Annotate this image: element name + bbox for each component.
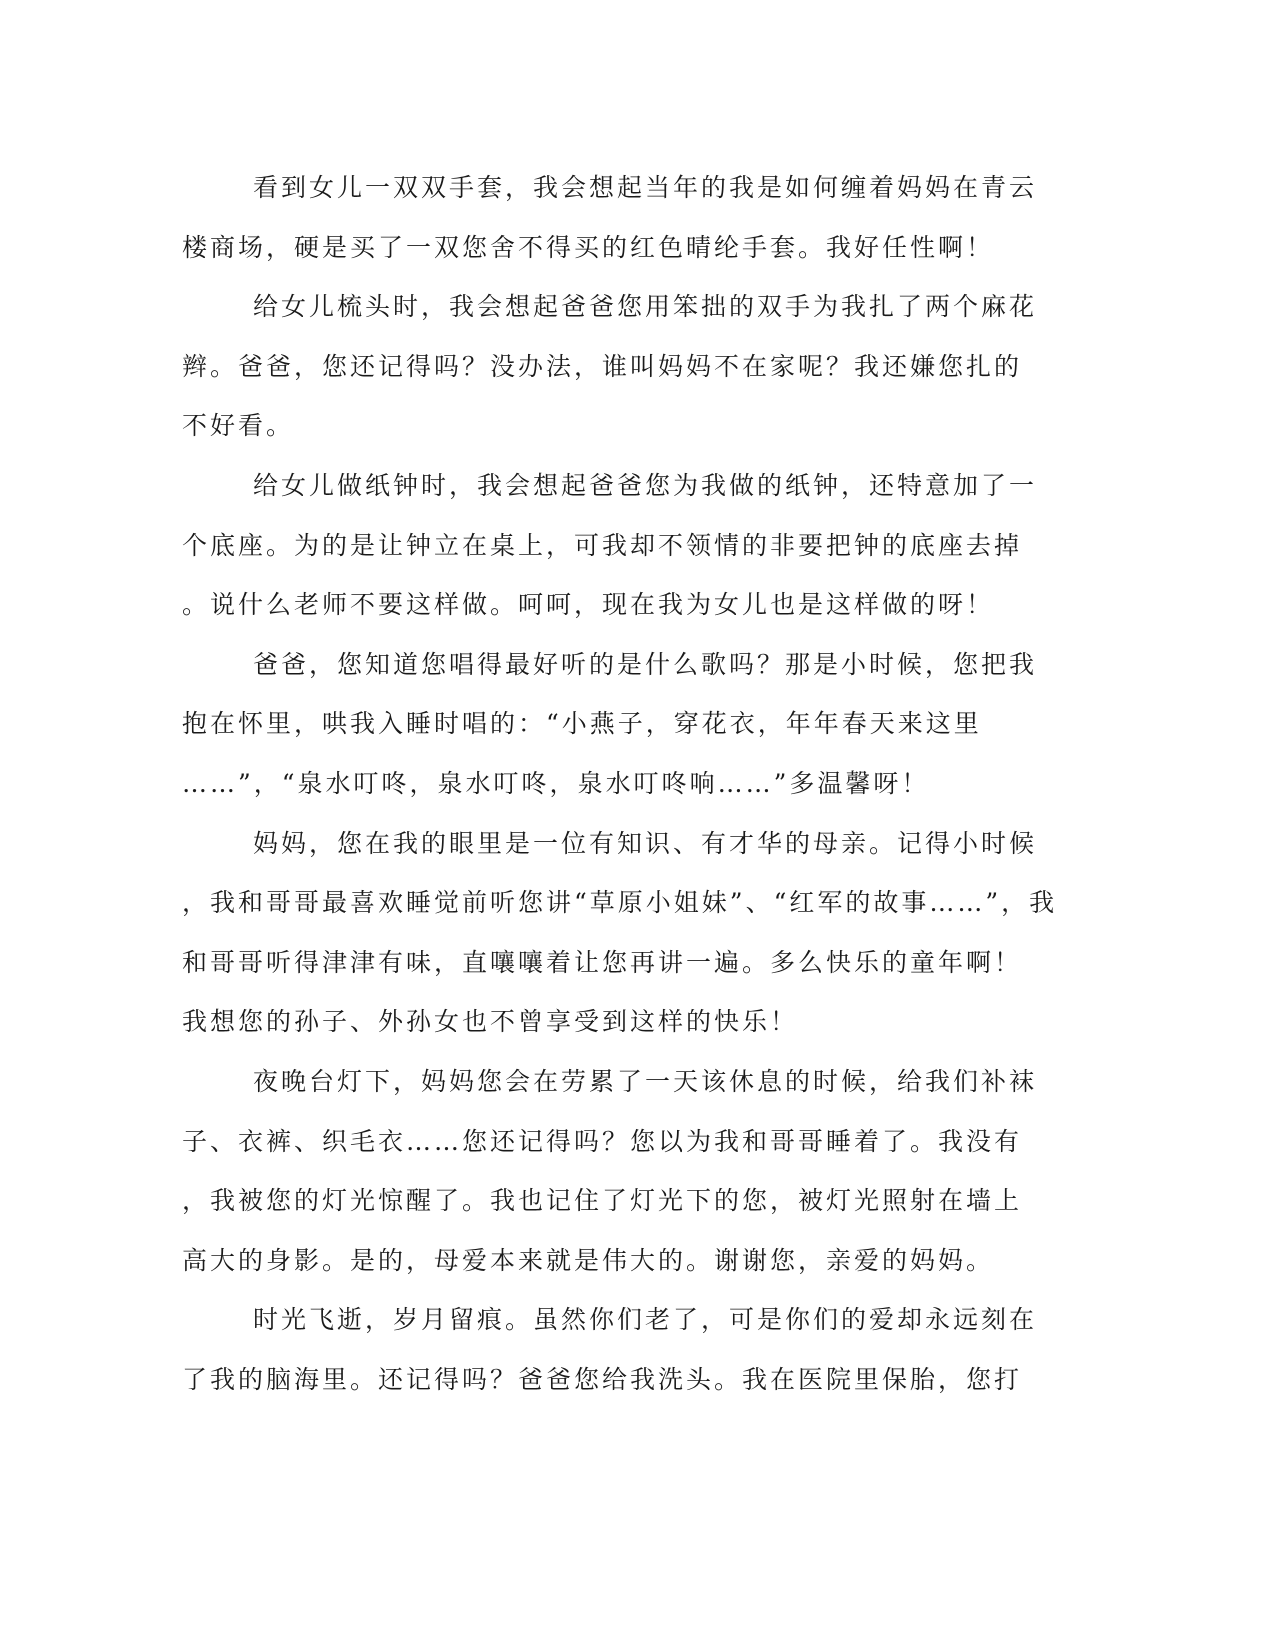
text-line: 个底座。为的是让钟立在桌上，可我却不领情的非要把钟的底座去掉 [182,530,1023,560]
text-line: 辫。爸爸，您还记得吗？没办法，谁叫妈妈不在家呢？我还嫌您扎的 [182,351,1023,381]
text-line: 高大的身影。是的，母爱本来就是伟大的。谢谢您，亲爱的妈妈。 [182,1245,995,1275]
text-line: 妈妈，您在我的眼里是一位有知识、有才华的母亲。记得小时候 [253,828,1038,858]
text-line: 爸爸，您知道您唱得最好听的是什么歌吗？那是小时候，您把我 [253,649,1038,679]
text-line: 。说什么老师不要这样做。呵呵，现在我为女儿也是这样做的呀！ [182,590,995,620]
text-line: ，我和哥哥最喜欢睡觉前听您讲“草原小姐妹”、“红军的故事……”，我 [182,888,1058,918]
text-line: 给女儿梳头时，我会想起爸爸您用笨拙的双手为我扎了两个麻花 [253,292,1038,322]
text-line: 楼商场，硬是买了一双您舍不得买的红色晴纶手套。我好任性啊！ [182,232,995,262]
body-text [182,158,1058,1409]
text-line: 和哥哥听得津津有味，直嚷嚷着让您再讲一遍。多么快乐的童年啊！ [182,947,1023,977]
text-line: ，我被您的灯光惊醒了。我也记住了灯光下的您，被灯光照射在墙上 [182,1186,1023,1216]
text-line: 给女儿做纸钟时，我会想起爸爸您为我做的纸钟，还特意加了一 [253,470,1038,500]
text-line: 时光飞逝，岁月留痕。虽然你们老了，可是你们的爱却永远刻在 [253,1305,1038,1335]
text-line: 我想您的孙子、外孙女也不曾享受到这样的快乐！ [182,1007,799,1037]
text-line: 看到女儿一双双手套，我会想起当年的我是如何缠着妈妈在青云 [253,173,1038,202]
text-line: 抱在怀里，哄我入睡时唱的：“小燕子，穿花衣，年年春天来这里 [182,709,982,739]
text-line: ……”，“泉水叮咚，泉水叮咚，泉水叮咚响……”多温馨呀！ [182,768,930,798]
text-line: 子、衣裤、织毛衣……您还记得吗？您以为我和哥哥睡着了。我没有 [182,1126,1023,1156]
text-line: 不好看。 [182,411,295,441]
text-line: 了我的脑海里。还记得吗？爸爸您给我洗头。我在医院里保胎，您打 [182,1364,1023,1394]
text-line: 夜晚台灯下，妈妈您会在劳累了一天该休息的时候，给我们补袜 [253,1066,1038,1096]
